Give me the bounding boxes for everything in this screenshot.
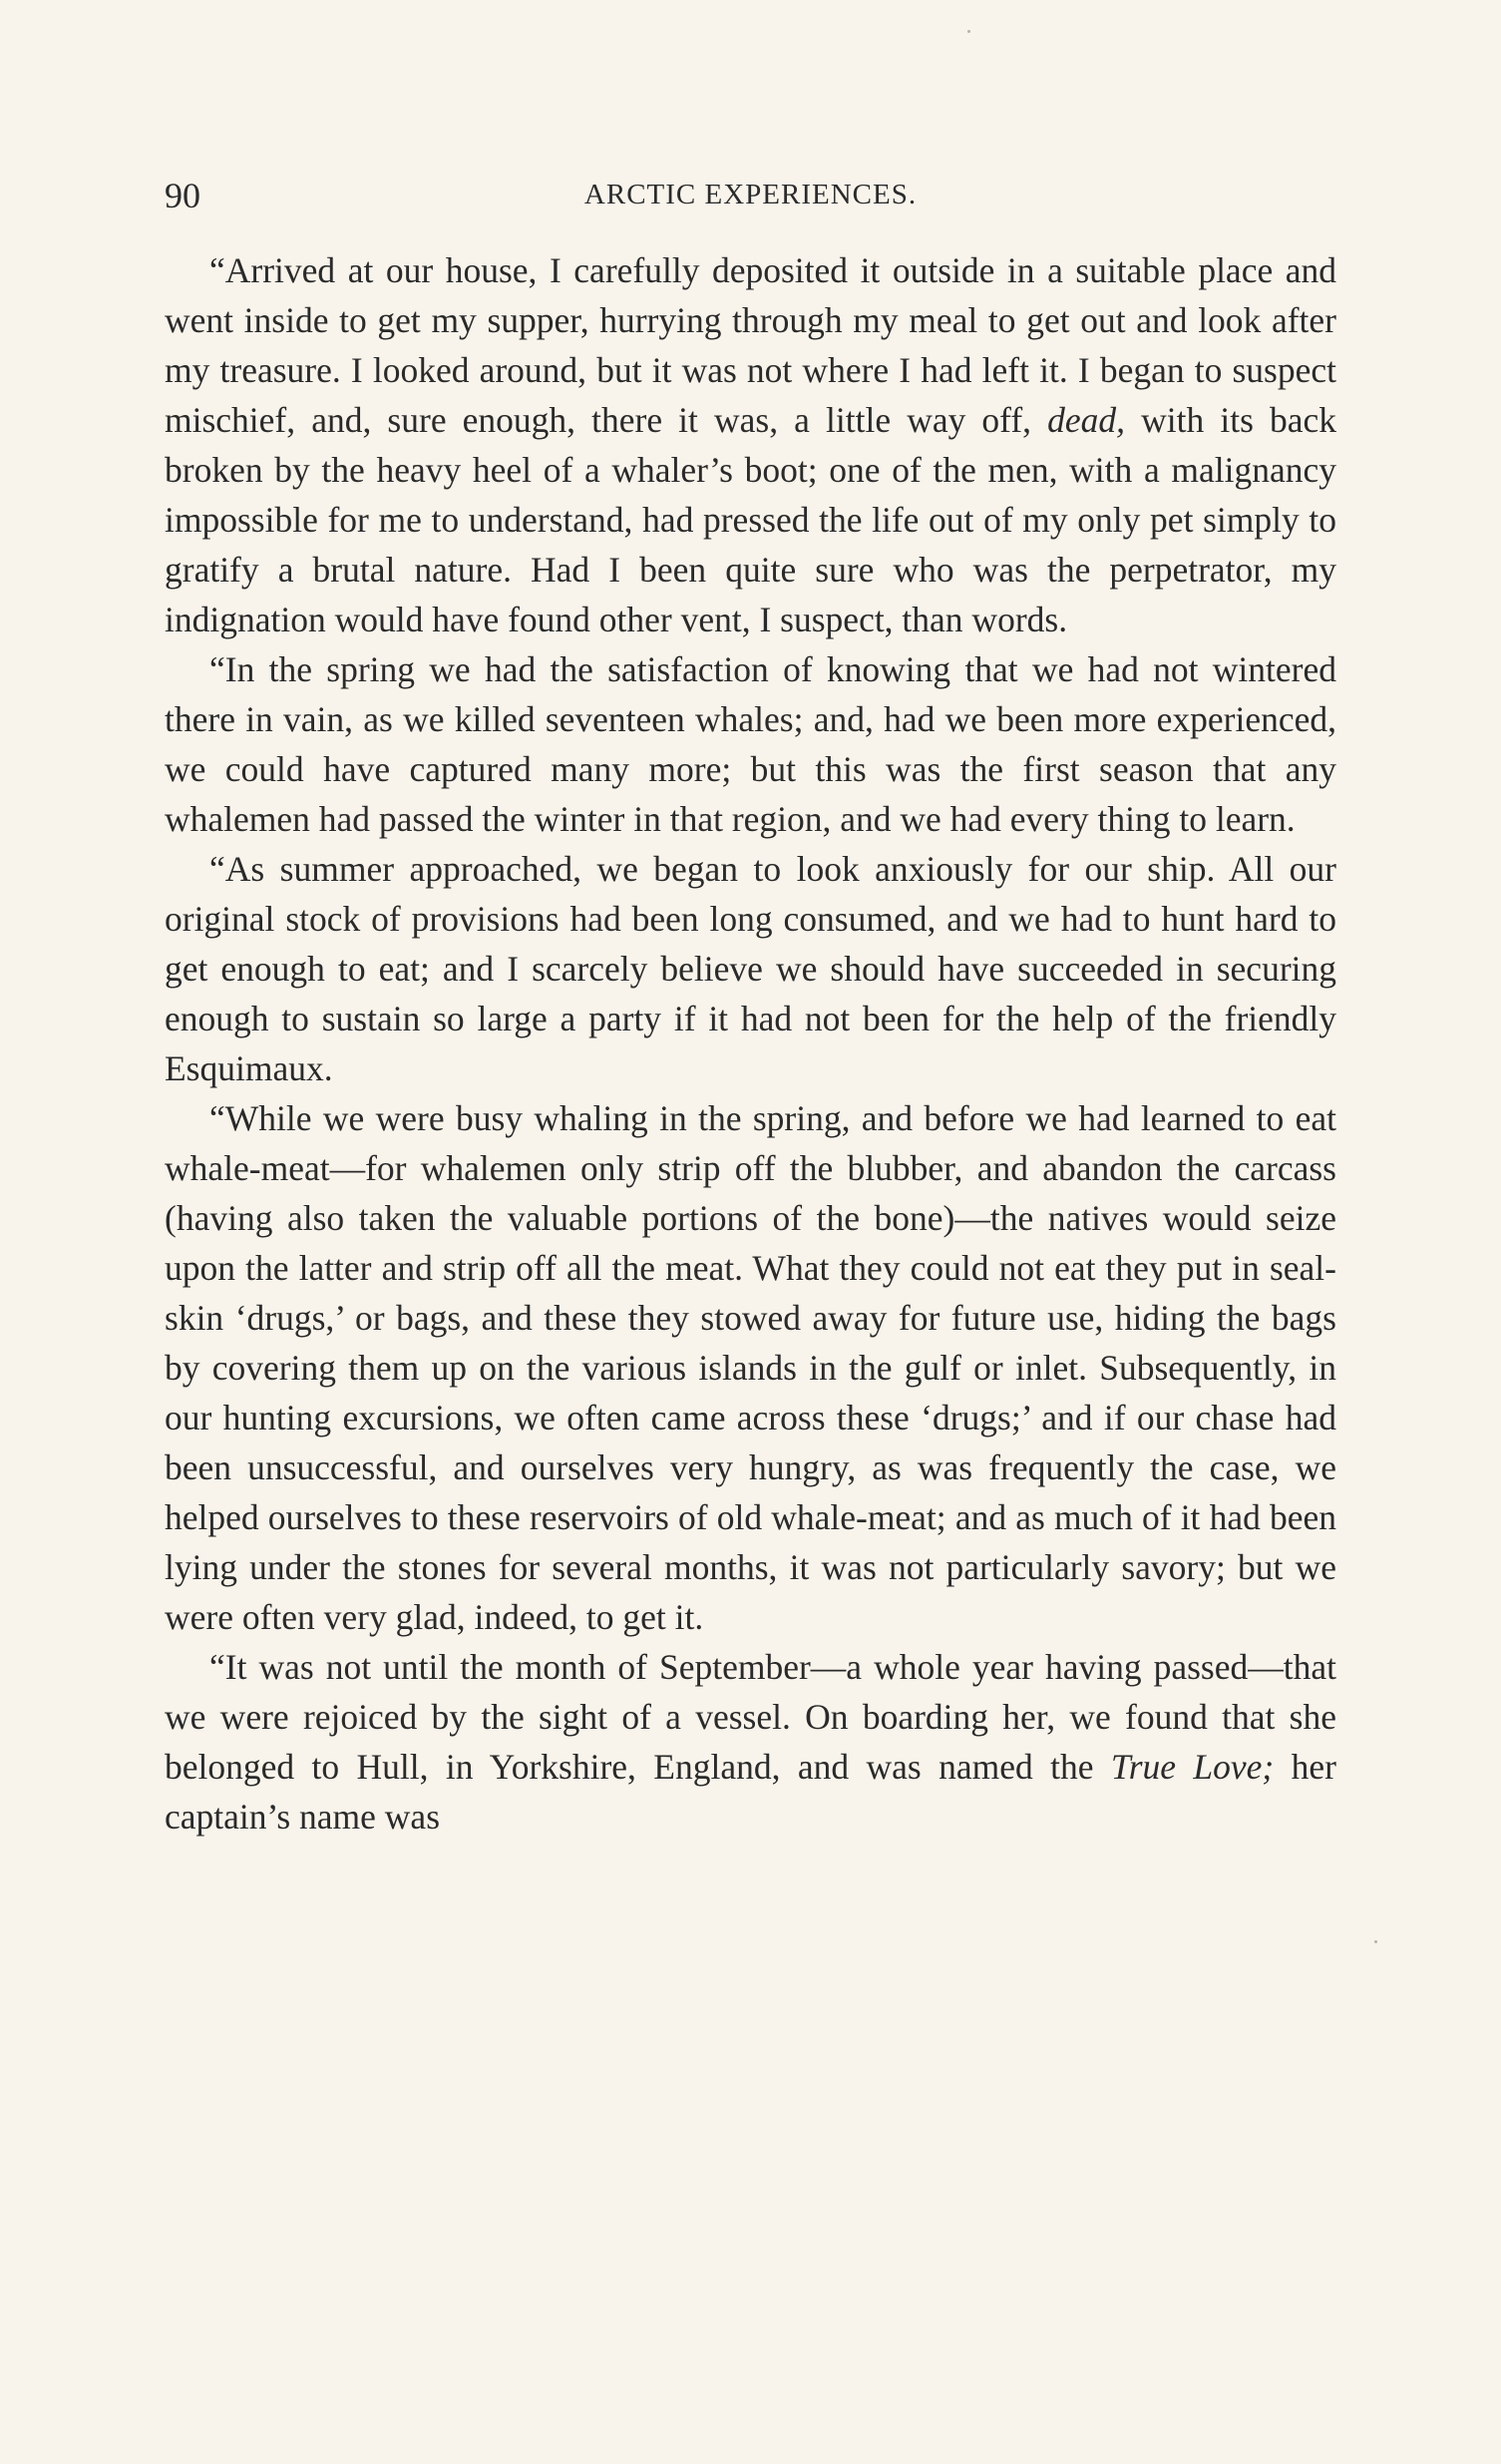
text-segment: “It was not until the month of September—a whole year having passed—that we were rejoiced by the sight of a vessel. On boarding her, we found that she belonged to Hull, in Yorkshire, England, and was named the [165, 1647, 1336, 1787]
text-segment: “As summer approached, we began to look anxiously for our ship. All our original stock of provisions had been long consumed, and we had to hunt hard to get enough to eat; and I scarcely believe we should have succeeded in securing enough to sustain so large a party if it had not been for the help of the friendly Esquimaux. [165, 849, 1336, 1088]
paragraph [165, 245, 1336, 644]
text-segment: “While we were busy whaling in the spring, and before we had learned to eat whale-meat—for whalemen only strip off the blubber, and abandon the carcass (having also taken the valuable portions of the bone)—the natives would seize upon the latter and strip off all the meat. What they could not eat they put in seal-skin ‘drugs,’ or bags, and these they stowed away for future use, hiding the bags by covering them up on the various islands in the gulf or inlet. Subsequently, in our hunting excursions, we often came across these ‘drugs;’ and if our chase had been unsuccessful, and ourselves very hungry, as was frequently the case, we helped ourselves to these reservoirs of old whale-meat; and as much of it had been lying under the stones for several months, it was not particularly savory; but we were often very glad, indeed, to get it. [165, 1098, 1336, 1637]
paragraph [165, 844, 1336, 1093]
text-segment: “Arrived at our house, I carefully deposited it outside in a suitable place and went inside to get my supper, hurrying through my meal to get out and look after my treasure. I looked around, but it was not where I had left it. I began to suspect mischief, and, sure enough, there it was, a little way off, [165, 250, 1336, 440]
running-head [165, 175, 1336, 224]
paragraph [165, 1642, 1336, 1842]
paragraph [165, 1093, 1336, 1642]
running-title: ARCTIC EXPERIENCES. [583, 179, 918, 210]
body-text [165, 245, 1336, 1842]
italic-segment: True Love; [1110, 1747, 1275, 1787]
paper-speck [967, 30, 970, 33]
text-segment: with its back broken by the heavy heel of a whaler’s boot; one of the men, with a malignancy impossible for me to understand, had pressed the life out of my only pet simply to gratify a brutal nature. Had I been quite sure who was the perpetrator, my indignation would have found other vent, I suspect, than words. [165, 400, 1336, 639]
italic-segment: dead, [1047, 400, 1126, 440]
text-segment: “In the spring we had the satisfaction of knowing that we had not wintered there in vain, as we killed seventeen whales; and, had we been more experienced, we could have captured many more; but this was the first season that any whalemen had passed the winter in that region, and we had every thing to learn. [165, 649, 1336, 839]
paper-speck [1374, 1940, 1377, 1943]
text-segment: her captain’s name was [165, 1747, 1336, 1837]
paragraph [165, 644, 1336, 844]
page-number: 90 [165, 176, 200, 215]
